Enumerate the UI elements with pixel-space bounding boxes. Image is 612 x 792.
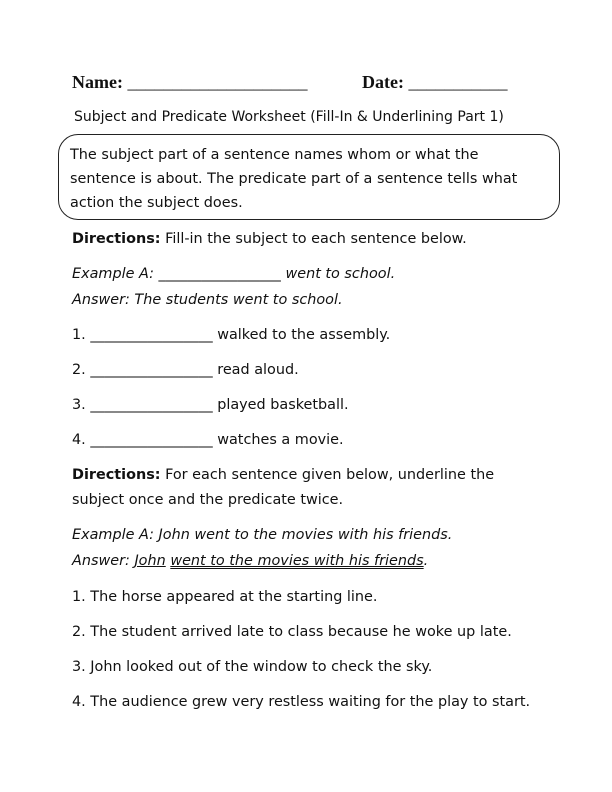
- part2-example: Example A: John went to the movies with his friends.: [72, 527, 453, 543]
- item-number: 3.: [72, 397, 91, 413]
- part2-directions-text-1: For each sentence given below, underline the: [160, 467, 495, 483]
- item-text: read aloud.: [212, 362, 299, 378]
- part1-item-3: [72, 397, 349, 413]
- part1-item-1: [72, 327, 390, 343]
- item-text: played basketball.: [212, 397, 349, 413]
- worksheet-title: Subject and Predicate Worksheet (Fill-In & Underlining Part 1): [74, 109, 504, 125]
- fill-in-blank[interactable]: _________________: [90, 362, 213, 378]
- answer-period: .: [423, 553, 429, 569]
- item-text: walked to the assembly.: [212, 327, 391, 343]
- part1-directions-text: Fill-in the subject to each sentence below.: [160, 231, 467, 247]
- part1-directions: [72, 231, 467, 247]
- part1-example-label: Example A:: [72, 266, 159, 282]
- date-label: Date:: [362, 72, 404, 92]
- part1-example-rest: went to school.: [280, 266, 396, 282]
- item-text: watches a movie.: [212, 432, 344, 448]
- part1-answer: Answer: The students went to school.: [72, 292, 343, 308]
- part1-item-4: [72, 432, 344, 448]
- date-blank[interactable]: ___________: [408, 72, 508, 92]
- part2-answer-label: Answer:: [72, 553, 135, 569]
- name-field[interactable]: [72, 72, 307, 93]
- fill-in-blank[interactable]: _________________: [90, 397, 213, 413]
- definition-line-2: sentence is about. The predicate part of a sentence tells what: [70, 171, 518, 187]
- part2-directions-text-2: subject once and the predicate twice.: [72, 492, 344, 508]
- item-number: 1.: [72, 327, 91, 343]
- part2-item-2[interactable]: 2. The student arrived late to class because he woke up late.: [72, 624, 512, 640]
- part2-answer: [72, 553, 428, 569]
- definition-line-1: The subject part of a sentence names whom or what the: [70, 147, 479, 163]
- definition-line-3: action the subject does.: [70, 195, 243, 211]
- part2-item-3[interactable]: 3. John looked out of the window to check the sky.: [72, 659, 433, 675]
- part2-item-4[interactable]: 4. The audience grew very restless waiting for the play to start.: [72, 694, 531, 710]
- definition-box: [58, 134, 560, 220]
- date-field[interactable]: [362, 72, 507, 93]
- name-blank[interactable]: ____________________: [127, 72, 308, 92]
- answer-predicate-double-underlined: went to the movies with his friends: [170, 553, 424, 569]
- part2-item-1[interactable]: 1. The horse appeared at the starting line.: [72, 589, 378, 605]
- item-number: 4.: [72, 432, 91, 448]
- item-number: 2.: [72, 362, 91, 378]
- part1-directions-label: Directions:: [72, 231, 161, 247]
- fill-in-blank[interactable]: _________________: [90, 432, 213, 448]
- fill-in-blank[interactable]: _________________: [90, 327, 213, 343]
- part1-item-2: [72, 362, 299, 378]
- answer-subject-underlined: John: [134, 553, 166, 569]
- part1-example: [72, 266, 395, 282]
- part1-example-blank[interactable]: _________________: [158, 266, 281, 282]
- part2-directions-label: Directions:: [72, 467, 161, 483]
- part2-directions: [72, 467, 494, 483]
- name-label: Name:: [72, 72, 123, 92]
